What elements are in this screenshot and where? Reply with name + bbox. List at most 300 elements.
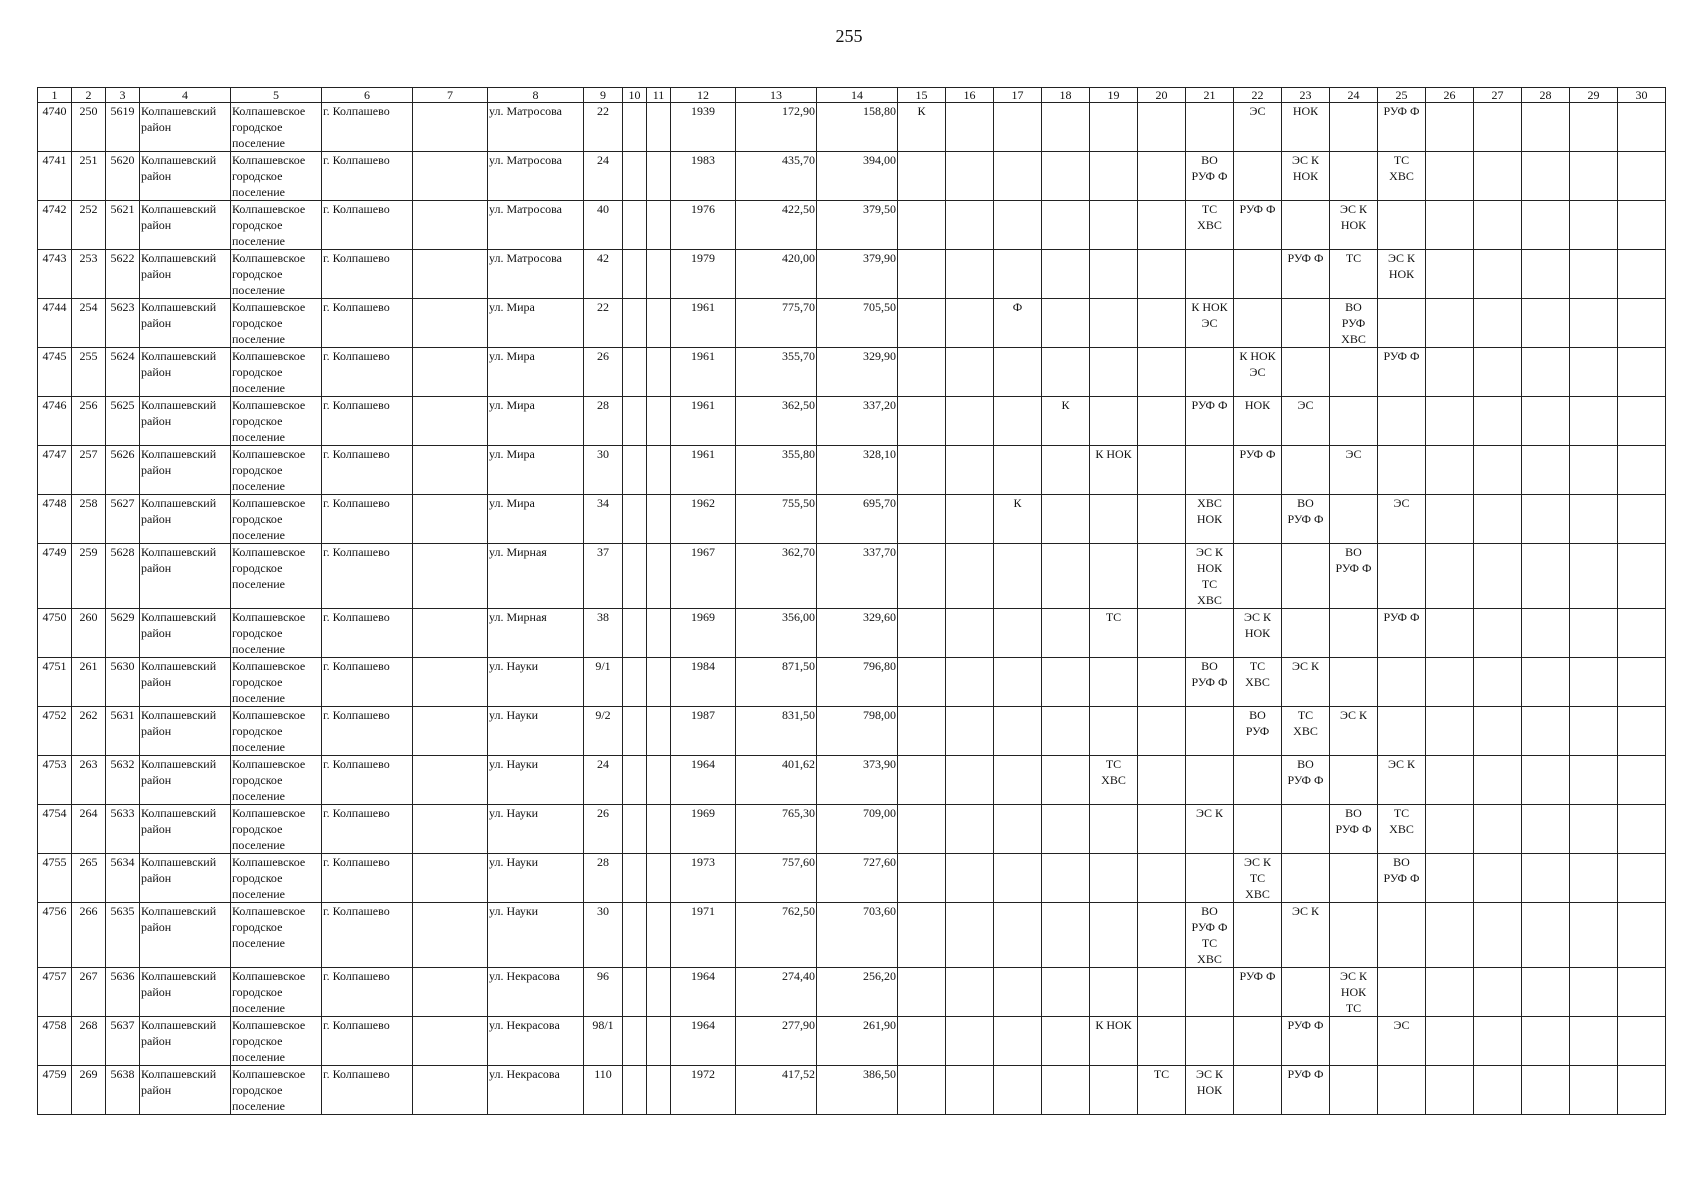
- work-year-column-26-cell: [1426, 903, 1474, 968]
- year-built-cell: 1961: [671, 446, 736, 495]
- settlement-cell: Колпашевское городское поселение: [231, 250, 322, 299]
- house-number-cell: 98/1: [584, 1017, 623, 1066]
- work-year-column-15-cell: [898, 707, 946, 756]
- work-year-column-20-cell: [1138, 201, 1186, 250]
- district-cell: Колпашевский район: [140, 854, 231, 903]
- registry-number-cell: 4754: [38, 805, 72, 854]
- work-year-column-22-cell: РУФ Ф: [1234, 968, 1282, 1017]
- locality-cell: [413, 250, 488, 299]
- work-year-column-28-cell: [1522, 968, 1570, 1017]
- registry-number-cell: 4744: [38, 299, 72, 348]
- building-cell: [623, 152, 647, 201]
- total-area-cell: 277,90: [736, 1017, 817, 1066]
- work-year-column-26-cell: [1426, 854, 1474, 903]
- city-cell: г. Колпашево: [322, 397, 413, 446]
- building-cell: [623, 299, 647, 348]
- work-year-column-16-cell: [946, 152, 994, 201]
- locality-cell: [413, 446, 488, 495]
- street-cell: ул. Мирная: [488, 544, 584, 609]
- total-area-cell: 362,50: [736, 397, 817, 446]
- living-area-cell: 329,90: [817, 348, 898, 397]
- work-year-column-18-cell: [1042, 707, 1090, 756]
- work-year-column-18-cell: [1042, 854, 1090, 903]
- living-area-cell: 798,00: [817, 707, 898, 756]
- column-number-header: 8: [488, 88, 584, 103]
- work-year-column-22-cell: ЭС: [1234, 103, 1282, 152]
- object-id-cell: 5635: [106, 903, 140, 968]
- total-area-cell: 871,50: [736, 658, 817, 707]
- work-year-column-30-cell: [1618, 756, 1666, 805]
- table-row: [38, 968, 1666, 1017]
- object-id-cell: 5627: [106, 495, 140, 544]
- object-id-cell: 5638: [106, 1066, 140, 1115]
- district-cell: Колпашевский район: [140, 348, 231, 397]
- work-year-column-22-cell: [1234, 152, 1282, 201]
- work-year-column-20-cell: [1138, 658, 1186, 707]
- work-year-column-27-cell: [1474, 854, 1522, 903]
- work-year-column-17-cell: [994, 397, 1042, 446]
- column-number-header: 18: [1042, 88, 1090, 103]
- registry-number-cell: 4756: [38, 903, 72, 968]
- total-area-cell: 274,40: [736, 968, 817, 1017]
- locality-cell: [413, 152, 488, 201]
- work-year-column-23-cell: [1282, 299, 1330, 348]
- work-year-column-23-cell: РУФ Ф: [1282, 1017, 1330, 1066]
- column-number-header: 28: [1522, 88, 1570, 103]
- letter-cell: [647, 201, 671, 250]
- sequence-number-cell: 251: [72, 152, 106, 201]
- street-cell: ул. Науки: [488, 854, 584, 903]
- building-cell: [623, 397, 647, 446]
- work-year-column-30-cell: [1618, 201, 1666, 250]
- district-cell: Колпашевский район: [140, 968, 231, 1017]
- house-number-cell: 22: [584, 103, 623, 152]
- work-year-column-19-cell: [1090, 397, 1138, 446]
- work-year-column-28-cell: [1522, 397, 1570, 446]
- work-year-column-19-cell: [1090, 201, 1138, 250]
- work-year-column-23-cell: [1282, 854, 1330, 903]
- work-year-column-28-cell: [1522, 1017, 1570, 1066]
- work-year-column-29-cell: [1570, 299, 1618, 348]
- work-year-column-24-cell: ВО РУФ ХВС: [1330, 299, 1378, 348]
- object-id-cell: 5623: [106, 299, 140, 348]
- work-year-column-21-cell: ВО РУФ Ф: [1186, 152, 1234, 201]
- work-year-column-15-cell: [898, 495, 946, 544]
- work-year-column-28-cell: [1522, 1066, 1570, 1115]
- locality-cell: [413, 658, 488, 707]
- work-year-column-28-cell: [1522, 805, 1570, 854]
- locality-cell: [413, 707, 488, 756]
- total-area-cell: 765,30: [736, 805, 817, 854]
- house-number-cell: 38: [584, 609, 623, 658]
- settlement-cell: Колпашевское городское поселение: [231, 968, 322, 1017]
- total-area-cell: 401,62: [736, 756, 817, 805]
- work-year-column-18-cell: [1042, 201, 1090, 250]
- total-area-cell: 831,50: [736, 707, 817, 756]
- year-built-cell: 1969: [671, 805, 736, 854]
- street-cell: ул. Науки: [488, 707, 584, 756]
- work-year-column-24-cell: [1330, 903, 1378, 968]
- letter-cell: [647, 658, 671, 707]
- work-year-column-27-cell: [1474, 495, 1522, 544]
- letter-cell: [647, 1017, 671, 1066]
- work-year-column-24-cell: [1330, 1017, 1378, 1066]
- work-year-column-29-cell: [1570, 903, 1618, 968]
- object-id-cell: 5624: [106, 348, 140, 397]
- total-area-cell: 762,50: [736, 903, 817, 968]
- house-number-cell: 28: [584, 854, 623, 903]
- column-number-header: 25: [1378, 88, 1426, 103]
- living-area-cell: 158,80: [817, 103, 898, 152]
- work-year-column-25-cell: ТС ХВС: [1378, 152, 1426, 201]
- work-year-column-15-cell: [898, 903, 946, 968]
- district-cell: Колпашевский район: [140, 1017, 231, 1066]
- work-year-column-20-cell: [1138, 805, 1186, 854]
- building-cell: [623, 658, 647, 707]
- work-year-column-20-cell: ТС: [1138, 1066, 1186, 1115]
- column-number-header: 21: [1186, 88, 1234, 103]
- work-year-column-21-cell: ЭС К НОК ТС ХВС: [1186, 544, 1234, 609]
- sequence-number-cell: 257: [72, 446, 106, 495]
- table-row: [38, 707, 1666, 756]
- work-year-column-24-cell: [1330, 348, 1378, 397]
- building-cell: [623, 609, 647, 658]
- table-row: [38, 201, 1666, 250]
- work-year-column-30-cell: [1618, 903, 1666, 968]
- work-year-column-30-cell: [1618, 495, 1666, 544]
- work-year-column-21-cell: [1186, 348, 1234, 397]
- street-cell: ул. Матросова: [488, 103, 584, 152]
- living-area-cell: 705,50: [817, 299, 898, 348]
- letter-cell: [647, 1066, 671, 1115]
- year-built-cell: 1961: [671, 397, 736, 446]
- work-year-column-24-cell: ТС: [1330, 250, 1378, 299]
- city-cell: г. Колпашево: [322, 658, 413, 707]
- work-year-column-19-cell: [1090, 707, 1138, 756]
- work-year-column-29-cell: [1570, 103, 1618, 152]
- object-id-cell: 5632: [106, 756, 140, 805]
- settlement-cell: Колпашевское городское поселение: [231, 201, 322, 250]
- work-year-column-21-cell: ВО РУФ Ф: [1186, 658, 1234, 707]
- work-year-column-21-cell: ЭС К: [1186, 805, 1234, 854]
- building-cell: [623, 707, 647, 756]
- object-id-cell: 5625: [106, 397, 140, 446]
- registry-number-cell: 4751: [38, 658, 72, 707]
- work-year-column-28-cell: [1522, 446, 1570, 495]
- work-year-column-19-cell: ТС ХВС: [1090, 756, 1138, 805]
- city-cell: г. Колпашево: [322, 446, 413, 495]
- work-year-column-27-cell: [1474, 348, 1522, 397]
- work-year-column-28-cell: [1522, 201, 1570, 250]
- living-area-cell: 379,50: [817, 201, 898, 250]
- work-year-column-27-cell: [1474, 756, 1522, 805]
- settlement-cell: Колпашевское городское поселение: [231, 299, 322, 348]
- house-number-cell: 24: [584, 756, 623, 805]
- table-row: [38, 152, 1666, 201]
- work-year-column-29-cell: [1570, 446, 1618, 495]
- work-year-column-26-cell: [1426, 609, 1474, 658]
- work-year-column-16-cell: [946, 968, 994, 1017]
- work-year-column-26-cell: [1426, 544, 1474, 609]
- work-year-column-20-cell: [1138, 1017, 1186, 1066]
- living-area-cell: 796,80: [817, 658, 898, 707]
- table-row: [38, 658, 1666, 707]
- building-cell: [623, 968, 647, 1017]
- locality-cell: [413, 903, 488, 968]
- work-year-column-27-cell: [1474, 544, 1522, 609]
- house-number-cell: 26: [584, 348, 623, 397]
- column-number-header: 27: [1474, 88, 1522, 103]
- work-year-column-20-cell: [1138, 152, 1186, 201]
- work-year-column-20-cell: [1138, 250, 1186, 299]
- column-number-header: 26: [1426, 88, 1474, 103]
- table-row: [38, 250, 1666, 299]
- column-number-header: 17: [994, 88, 1042, 103]
- registry-number-cell: 4741: [38, 152, 72, 201]
- letter-cell: [647, 756, 671, 805]
- work-year-column-29-cell: [1570, 968, 1618, 1017]
- page-number: 255: [835, 26, 863, 46]
- living-area-cell: 261,90: [817, 1017, 898, 1066]
- work-year-column-20-cell: [1138, 397, 1186, 446]
- city-cell: г. Колпашево: [322, 103, 413, 152]
- work-year-column-26-cell: [1426, 103, 1474, 152]
- total-area-cell: 355,80: [736, 446, 817, 495]
- work-year-column-27-cell: [1474, 1017, 1522, 1066]
- work-year-column-19-cell: К НОК: [1090, 446, 1138, 495]
- building-cell: [623, 250, 647, 299]
- work-year-column-17-cell: [994, 658, 1042, 707]
- column-number-header: 7: [413, 88, 488, 103]
- work-year-column-19-cell: [1090, 1066, 1138, 1115]
- column-number-header: 4: [140, 88, 231, 103]
- work-year-column-27-cell: [1474, 397, 1522, 446]
- work-year-column-27-cell: [1474, 968, 1522, 1017]
- street-cell: ул. Мира: [488, 397, 584, 446]
- district-cell: Колпашевский район: [140, 103, 231, 152]
- object-id-cell: 5636: [106, 968, 140, 1017]
- work-year-column-21-cell: [1186, 968, 1234, 1017]
- work-year-column-24-cell: ЭС: [1330, 446, 1378, 495]
- work-year-column-30-cell: [1618, 1066, 1666, 1115]
- work-year-column-21-cell: К НОК ЭС: [1186, 299, 1234, 348]
- work-year-column-17-cell: [994, 348, 1042, 397]
- work-year-column-17-cell: [994, 544, 1042, 609]
- work-year-column-17-cell: [994, 854, 1042, 903]
- work-year-column-30-cell: [1618, 609, 1666, 658]
- housing-register-table: [37, 87, 1666, 1115]
- building-cell: [623, 103, 647, 152]
- work-year-column-28-cell: [1522, 756, 1570, 805]
- column-number-header: 9: [584, 88, 623, 103]
- work-year-column-18-cell: [1042, 495, 1090, 544]
- work-year-column-17-cell: [994, 103, 1042, 152]
- letter-cell: [647, 495, 671, 544]
- work-year-column-25-cell: [1378, 201, 1426, 250]
- work-year-column-29-cell: [1570, 805, 1618, 854]
- work-year-column-29-cell: [1570, 1017, 1618, 1066]
- registry-number-cell: 4746: [38, 397, 72, 446]
- work-year-column-15-cell: [898, 756, 946, 805]
- work-year-column-30-cell: [1618, 1017, 1666, 1066]
- work-year-column-22-cell: [1234, 250, 1282, 299]
- living-area-cell: 709,00: [817, 805, 898, 854]
- work-year-column-24-cell: [1330, 1066, 1378, 1115]
- letter-cell: [647, 544, 671, 609]
- building-cell: [623, 201, 647, 250]
- work-year-column-25-cell: ЭС К: [1378, 756, 1426, 805]
- year-built-cell: 1972: [671, 1066, 736, 1115]
- work-year-column-15-cell: [898, 658, 946, 707]
- work-year-column-16-cell: [946, 609, 994, 658]
- work-year-column-19-cell: [1090, 854, 1138, 903]
- column-number-header: 20: [1138, 88, 1186, 103]
- object-id-cell: 5620: [106, 152, 140, 201]
- registry-number-cell: 4745: [38, 348, 72, 397]
- registry-number-cell: 4757: [38, 968, 72, 1017]
- work-year-column-30-cell: [1618, 658, 1666, 707]
- work-year-column-26-cell: [1426, 1066, 1474, 1115]
- settlement-cell: Колпашевское городское поселение: [231, 1066, 322, 1115]
- work-year-column-18-cell: [1042, 250, 1090, 299]
- work-year-column-20-cell: [1138, 756, 1186, 805]
- work-year-column-20-cell: [1138, 903, 1186, 968]
- work-year-column-29-cell: [1570, 544, 1618, 609]
- column-number-header: 1: [38, 88, 72, 103]
- work-year-column-17-cell: Ф: [994, 299, 1042, 348]
- work-year-column-18-cell: [1042, 446, 1090, 495]
- building-cell: [623, 805, 647, 854]
- letter-cell: [647, 609, 671, 658]
- sequence-number-cell: 261: [72, 658, 106, 707]
- sequence-number-cell: 263: [72, 756, 106, 805]
- work-year-column-18-cell: [1042, 1017, 1090, 1066]
- work-year-column-26-cell: [1426, 658, 1474, 707]
- work-year-column-28-cell: [1522, 903, 1570, 968]
- district-cell: Колпашевский район: [140, 707, 231, 756]
- locality-cell: [413, 299, 488, 348]
- city-cell: г. Колпашево: [322, 968, 413, 1017]
- table-row: [38, 854, 1666, 903]
- work-year-column-20-cell: [1138, 707, 1186, 756]
- sequence-number-cell: 260: [72, 609, 106, 658]
- district-cell: Колпашевский район: [140, 299, 231, 348]
- work-year-column-27-cell: [1474, 201, 1522, 250]
- year-built-cell: 1939: [671, 103, 736, 152]
- city-cell: г. Колпашево: [322, 250, 413, 299]
- table-row: [38, 446, 1666, 495]
- work-year-column-24-cell: [1330, 854, 1378, 903]
- city-cell: г. Колпашево: [322, 495, 413, 544]
- work-year-column-22-cell: [1234, 1017, 1282, 1066]
- table-row: [38, 397, 1666, 446]
- work-year-column-18-cell: [1042, 544, 1090, 609]
- street-cell: ул. Науки: [488, 658, 584, 707]
- settlement-cell: Колпашевское городское поселение: [231, 854, 322, 903]
- work-year-column-19-cell: [1090, 348, 1138, 397]
- settlement-cell: Колпашевское городское поселение: [231, 903, 322, 968]
- work-year-column-23-cell: НОК: [1282, 103, 1330, 152]
- work-year-column-27-cell: [1474, 446, 1522, 495]
- work-year-column-28-cell: [1522, 495, 1570, 544]
- total-area-cell: 417,52: [736, 1066, 817, 1115]
- work-year-column-26-cell: [1426, 968, 1474, 1017]
- work-year-column-21-cell: [1186, 854, 1234, 903]
- settlement-cell: Колпашевское городское поселение: [231, 756, 322, 805]
- work-year-column-19-cell: [1090, 903, 1138, 968]
- city-cell: г. Колпашево: [322, 299, 413, 348]
- house-number-cell: 28: [584, 397, 623, 446]
- living-area-cell: 337,70: [817, 544, 898, 609]
- house-number-cell: 96: [584, 968, 623, 1017]
- sequence-number-cell: 266: [72, 903, 106, 968]
- work-year-column-30-cell: [1618, 707, 1666, 756]
- work-year-column-16-cell: [946, 250, 994, 299]
- work-year-column-22-cell: [1234, 544, 1282, 609]
- living-area-cell: 727,60: [817, 854, 898, 903]
- work-year-column-30-cell: [1618, 854, 1666, 903]
- year-built-cell: 1961: [671, 348, 736, 397]
- work-year-column-26-cell: [1426, 397, 1474, 446]
- total-area-cell: 422,50: [736, 201, 817, 250]
- work-year-column-21-cell: РУФ Ф: [1186, 397, 1234, 446]
- work-year-column-25-cell: ТС ХВС: [1378, 805, 1426, 854]
- work-year-column-20-cell: [1138, 609, 1186, 658]
- year-built-cell: 1984: [671, 658, 736, 707]
- street-cell: ул. Некрасова: [488, 968, 584, 1017]
- work-year-column-26-cell: [1426, 707, 1474, 756]
- work-year-column-15-cell: [898, 348, 946, 397]
- living-area-cell: 703,60: [817, 903, 898, 968]
- registry-number-cell: 4753: [38, 756, 72, 805]
- work-year-column-28-cell: [1522, 609, 1570, 658]
- work-year-column-29-cell: [1570, 707, 1618, 756]
- work-year-column-29-cell: [1570, 348, 1618, 397]
- work-year-column-29-cell: [1570, 609, 1618, 658]
- letter-cell: [647, 103, 671, 152]
- object-id-cell: 5634: [106, 854, 140, 903]
- work-year-column-18-cell: [1042, 968, 1090, 1017]
- work-year-column-16-cell: [946, 658, 994, 707]
- building-cell: [623, 495, 647, 544]
- work-year-column-24-cell: [1330, 495, 1378, 544]
- street-cell: ул. Мира: [488, 495, 584, 544]
- settlement-cell: Колпашевское городское поселение: [231, 1017, 322, 1066]
- total-area-cell: 362,70: [736, 544, 817, 609]
- district-cell: Колпашевский район: [140, 544, 231, 609]
- settlement-cell: Колпашевское городское поселение: [231, 446, 322, 495]
- work-year-column-27-cell: [1474, 707, 1522, 756]
- registry-number-cell: 4755: [38, 854, 72, 903]
- work-year-column-24-cell: ЭС К НОК ТС: [1330, 968, 1378, 1017]
- column-number-header: 30: [1618, 88, 1666, 103]
- letter-cell: [647, 250, 671, 299]
- work-year-column-19-cell: [1090, 250, 1138, 299]
- work-year-column-22-cell: [1234, 805, 1282, 854]
- locality-cell: [413, 756, 488, 805]
- street-cell: ул. Некрасова: [488, 1066, 584, 1115]
- house-number-cell: 26: [584, 805, 623, 854]
- house-number-cell: 34: [584, 495, 623, 544]
- work-year-column-25-cell: [1378, 707, 1426, 756]
- work-year-column-18-cell: [1042, 1066, 1090, 1115]
- living-area-cell: 256,20: [817, 968, 898, 1017]
- work-year-column-29-cell: [1570, 201, 1618, 250]
- work-year-column-21-cell: [1186, 446, 1234, 495]
- column-number-header: 14: [817, 88, 898, 103]
- work-year-column-17-cell: [994, 1066, 1042, 1115]
- work-year-column-15-cell: [898, 805, 946, 854]
